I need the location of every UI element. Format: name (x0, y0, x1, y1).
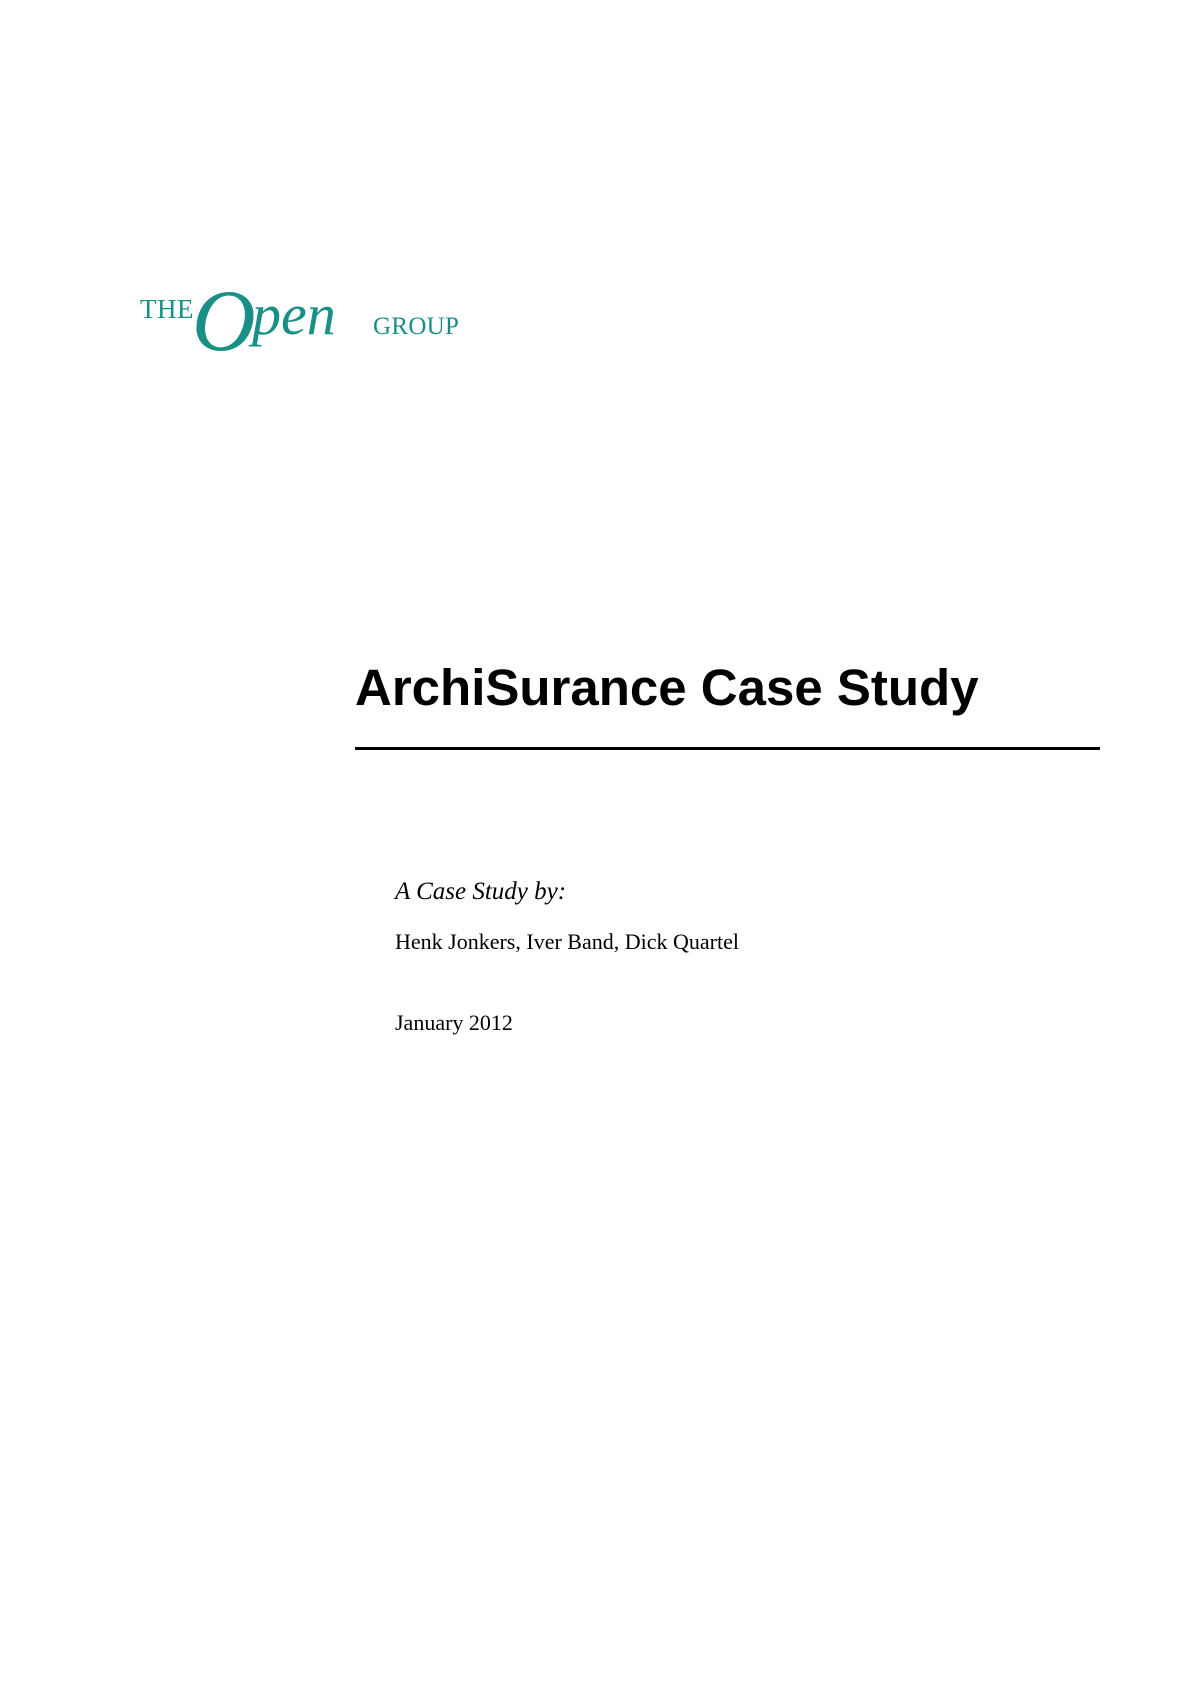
publication-date: January 2012 (395, 1010, 513, 1035)
svg-text:GROUP: GROUP (373, 313, 460, 340)
title-underline (355, 747, 1100, 750)
byline-label: A Case Study by: (395, 878, 567, 905)
svg-text:O: O (192, 273, 256, 368)
svg-text:pen: pen (252, 282, 336, 347)
svg-text:THE: THE (140, 294, 194, 324)
open-group-logo (140, 268, 480, 368)
document-title: ArchiSurance Case Study (355, 659, 979, 716)
author-list: Henk Jonkers, Iver Band, Dick Quartel (395, 929, 739, 954)
